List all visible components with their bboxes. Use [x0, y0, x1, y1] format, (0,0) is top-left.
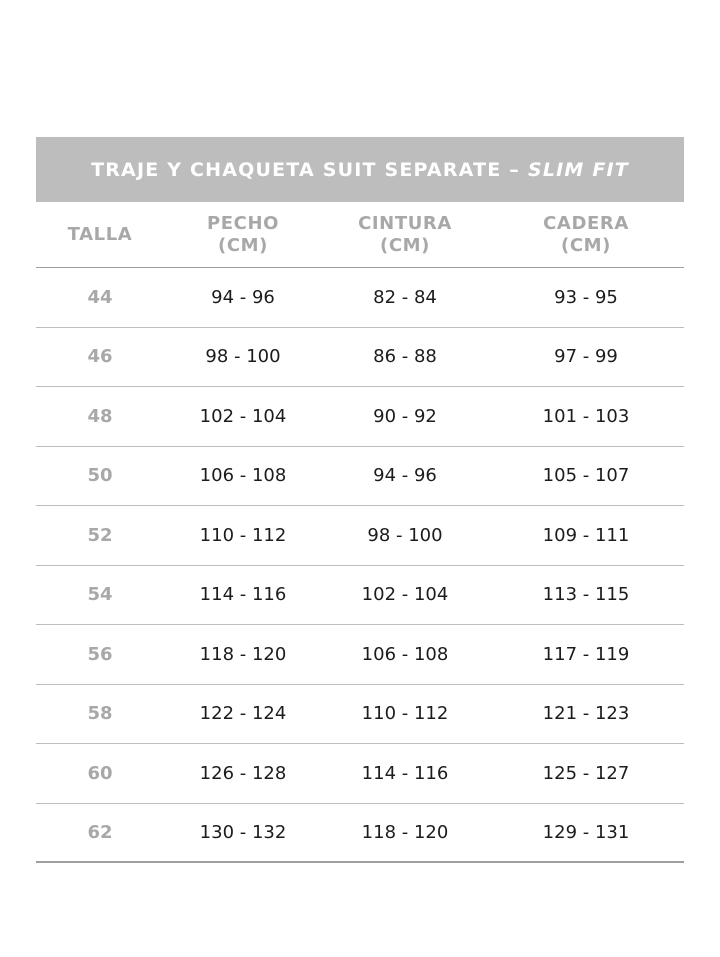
table-cell-cintura: 94 - 96: [373, 465, 437, 487]
table-cell-talla: 50: [87, 465, 113, 487]
size-chart-table: [36, 137, 684, 863]
table-cell-talla: 52: [87, 524, 113, 546]
table-cell-pecho: 110 - 112: [199, 524, 287, 546]
table-cell-cadera: 109 - 111: [542, 524, 630, 546]
table-cell-cintura: 98 - 100: [367, 524, 443, 546]
table-cell-cadera: 125 - 127: [542, 762, 630, 784]
table-cell-talla: 62: [87, 821, 113, 843]
table-cell-pecho: 94 - 96: [211, 286, 275, 308]
column-header-line: CADERA: [543, 212, 629, 234]
table-row: [36, 447, 684, 507]
table-cell-pecho: 106 - 108: [199, 465, 287, 487]
column-header-unit: (CM): [218, 234, 268, 256]
table-cell-talla: 60: [87, 762, 113, 784]
table-header-row: [36, 202, 684, 268]
table-cell-pecho: 102 - 104: [199, 405, 287, 427]
table-cell-cadera: 129 - 131: [542, 821, 630, 843]
column-header-unit: (CM): [380, 234, 430, 256]
table-cell-talla: 48: [87, 405, 113, 427]
table-row: [36, 744, 684, 804]
table-row: [36, 387, 684, 447]
column-header-cadera: [488, 213, 684, 257]
table-row: [36, 685, 684, 745]
column-header-line: CINTURA: [358, 212, 452, 234]
table-row: [36, 268, 684, 328]
table-cell-cadera: 113 - 115: [542, 584, 630, 606]
column-header-cintura: [322, 213, 488, 257]
table-row: [36, 328, 684, 388]
column-header-line: PECHO: [206, 212, 280, 234]
table-cell-cadera: 97 - 99: [554, 346, 618, 368]
column-header-unit: (CM): [561, 234, 611, 256]
table-body: [36, 268, 684, 863]
table-cell-cintura: 102 - 104: [361, 584, 449, 606]
table-cell-cintura: 118 - 120: [361, 821, 449, 843]
table-cell-pecho: 130 - 132: [199, 821, 287, 843]
table-cell-talla: 54: [87, 584, 113, 606]
table-cell-pecho: 126 - 128: [199, 762, 287, 784]
table-title: TRAJE Y CHAQUETA SUIT SEPARATE –: [91, 158, 520, 181]
table-cell-talla: 44: [87, 286, 113, 308]
column-header-talla: [36, 224, 164, 246]
table-title-bar: [36, 137, 684, 202]
table-cell-pecho: 98 - 100: [205, 346, 281, 368]
table-row: [36, 566, 684, 626]
table-row: [36, 625, 684, 685]
table-cell-cintura: 110 - 112: [361, 703, 449, 725]
table-cell-pecho: 118 - 120: [199, 643, 287, 665]
column-header-pecho: [164, 213, 322, 257]
table-cell-cadera: 117 - 119: [542, 643, 630, 665]
table-cell-talla: 46: [87, 346, 113, 368]
table-cell-talla: 56: [87, 643, 113, 665]
table-row: [36, 804, 684, 864]
table-cell-cadera: 101 - 103: [542, 405, 630, 427]
column-header-line: TALLA: [67, 223, 133, 245]
table-cell-cadera: 105 - 107: [542, 465, 630, 487]
table-cell-cadera: 93 - 95: [554, 286, 618, 308]
table-cell-pecho: 122 - 124: [199, 703, 287, 725]
table-row: [36, 506, 684, 566]
table-cell-cintura: 106 - 108: [361, 643, 449, 665]
table-cell-cintura: 114 - 116: [361, 762, 449, 784]
table-cell-cadera: 121 - 123: [542, 703, 630, 725]
table-cell-pecho: 114 - 116: [199, 584, 287, 606]
table-cell-cintura: 82 - 84: [373, 286, 437, 308]
table-cell-cintura: 86 - 88: [373, 346, 437, 368]
table-cell-cintura: 90 - 92: [373, 405, 437, 427]
table-title-fit: SLIM FIT: [527, 158, 629, 181]
table-cell-talla: 58: [87, 703, 113, 725]
